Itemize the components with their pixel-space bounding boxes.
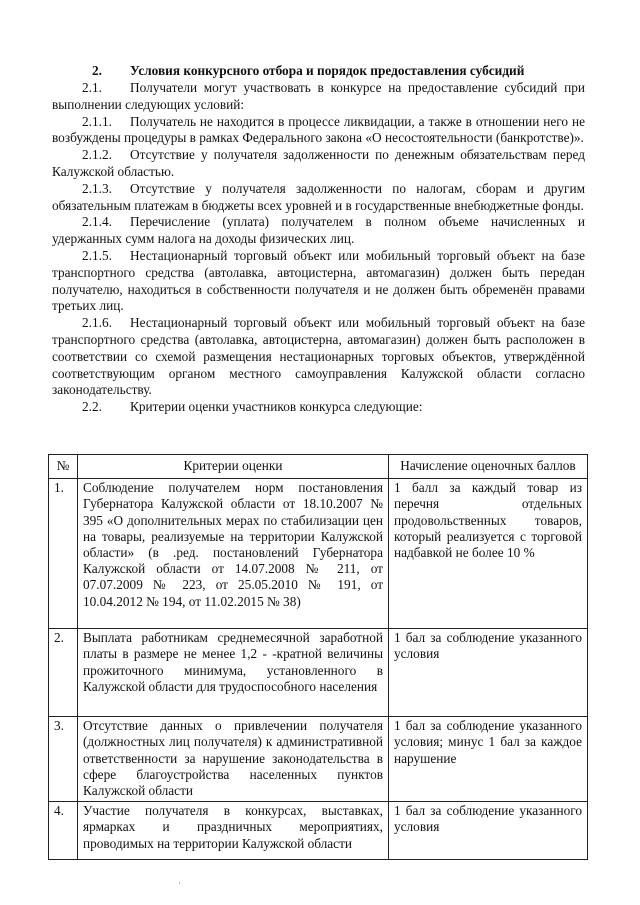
row-number: 1. <box>49 479 78 629</box>
paragraph-text: Перечисление (уплата) получателем в полном объеме начисленных и удержанных сумм налога на доходы физических лиц. <box>52 214 585 247</box>
paragraph-number: 2.1. <box>82 80 102 95</box>
row-number: 2. <box>49 629 78 717</box>
row-criterion: Соблюдение получателем норм постановления Губернатора Калужской области от 18.10.2007 № 395 «О дополнительных мерах по стабилизации цен на товары, реализуемые на территории Калужской области» (в .ред. постановлений Губернатора Калужской области от 14.07.2008 № 211, от 07.07.2009 № 223, от 25.05.2010 № 191, от 10.04.2012 № 194, от 11.02.2015 № 38) <box>78 479 389 629</box>
table-row <box>49 629 588 717</box>
paragraph-2-1-2 <box>52 147 585 181</box>
paragraph-text: Отсутствие у получателя задолженности по денежным обязательствам перед Калужской областью. <box>52 147 585 179</box>
section-title: Условия конкурсного отбора и порядок предоставления субсидий <box>130 63 525 78</box>
paragraph-number: 2.2. <box>82 399 102 415</box>
paragraph-text: Нестационарный торговый объект или мобильный торговый объект на базе транспортного средства (автолавка, автоцистерна, автомагазин) должен быть расположен в соответствии со схемой размещения нестационарных торговых объектов, утверждённой соответствующим органом местного самоуправления Калужской области согласно законодательству. <box>52 315 585 398</box>
paragraph-number: 2.1.2. <box>82 147 112 163</box>
table-row <box>49 717 588 802</box>
paragraph-2-1-6 <box>52 315 585 399</box>
scan-speck: · <box>178 878 181 888</box>
paragraph-2-1 <box>52 80 585 114</box>
section-number: 2. <box>92 63 102 78</box>
paragraph-text: Нестационарный торговый объект или мобильный торговый объект на базе транспортного средства (автолавка, автоцистерна, автомагазин) должен быть передан получателю, находиться в собственности получателя и не должен быть обременён правами третьих лиц. <box>52 247 585 314</box>
header-scoring: Начисление оценочных баллов <box>389 455 588 479</box>
row-criterion: Выплата работникам среднемесячной заработной платы в размере не менее 1,2 - -кратной величины прожиточного минимума, установленного в Калужской области для трудоспособного населения <box>78 629 389 717</box>
table-row <box>49 802 588 860</box>
paragraph-2-1-3 <box>52 181 585 215</box>
row-number: 3. <box>49 717 78 802</box>
table-header-row <box>49 455 588 479</box>
paragraph-2-1-1 <box>52 114 585 148</box>
header-number: № <box>49 455 78 479</box>
row-criterion: Отсутствие данных о привлечении получателя (должностных лиц получателя) к административной ответственности за нарушение законодательства в сфере благоустройства населенных пунктов Калужской области <box>78 717 389 802</box>
paragraph-text: Критерии оценки участников конкурса следующие: <box>130 399 423 415</box>
row-score: 1 бал за соблюдение указанного условия; минус 1 бал за каждое нарушение <box>389 717 588 802</box>
table-row <box>49 479 588 629</box>
paragraph-2-1-4 <box>52 214 585 248</box>
header-criteria: Критерии оценки <box>78 455 389 479</box>
row-score: 1 бал за соблюдение указанного условия <box>389 629 588 717</box>
paragraph-number: 2.1.4. <box>82 214 112 230</box>
paragraph-number: 2.1.5. <box>82 247 112 263</box>
row-criterion: Участие получателя в конкурсах, выставках, ярмарках и праздничных мероприятиях, проводимых на территории Калужской области <box>78 802 389 860</box>
section-heading <box>92 62 612 79</box>
paragraph-number: 2.1.3. <box>82 180 112 196</box>
row-score: 1 бал за соблюдение указанного условия <box>389 802 588 860</box>
paragraph-list <box>52 80 585 416</box>
row-number: 4. <box>49 802 78 860</box>
criteria-table <box>48 454 588 860</box>
paragraph-2-1-5 <box>52 248 585 315</box>
paragraph-number: 2.1.6. <box>82 315 112 331</box>
paragraph-text: Отсутствие у получателя задолженности по налогам, сборам и другим обязательным платежам в бюджеты всех уровней и в государственные внебюджетные фонды. <box>52 180 585 213</box>
paragraph-text: Получатель не находится в процессе ликвидации, а также в отношении него не возбуждены процедуры в рамках Федерального закона «О несостоятельности (банкротстве)». <box>52 113 585 146</box>
paragraph-number: 2.1.1. <box>82 113 112 129</box>
paragraph-text: Получатели могут участвовать в конкурсе на предоставление субсидий при выполнении следующих условий: <box>52 80 585 112</box>
paragraph-2-2 <box>52 399 585 416</box>
row-score: 1 балл за каждый товар из перечня отдельных продовольственных товаров, который реализуется с торговой надбавкой не более 10 % <box>389 479 588 629</box>
